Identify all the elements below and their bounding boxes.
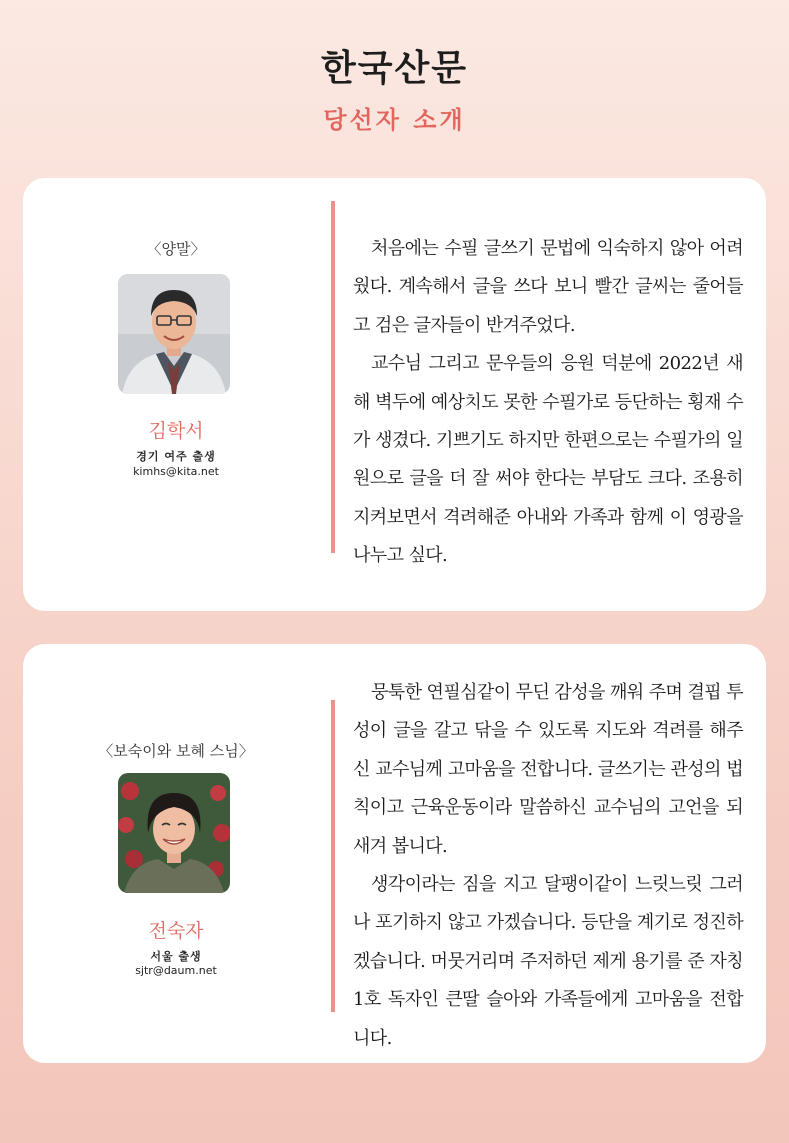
author-name: 김학서 [148,420,204,442]
winner-card-1 [23,178,766,611]
vertical-divider [331,201,335,553]
page-title: 당선자 소개 [323,106,466,134]
author-name: 전숙자 [148,920,204,942]
author-email: sjtr@daum.net [135,964,217,977]
speech-paragraph: 처음에는 수필 글쓰기 문법에 익숙하지 않아 어려웠다. 계속해서 글을 쓰다 보니 빨간 글씨는 줄어들고 검은 글자들이 반겨주었다. [353,238,743,336]
magazine-logo: 한국산문 [320,48,469,89]
author-profile [23,178,329,611]
author-profile [23,644,329,1063]
author-email: kimhs@kita.net [133,465,219,478]
work-title: 〈보숙이와 보혜 스님〉 [98,742,254,760]
speech-paragraph: 교수님 그리고 문우들의 응원 덕분에 2022년 새해 벽두에 예상치도 못한 수필가로 등단하는 횡재 수가 생겼다. 기쁘기도 하지만 한편으로는 수필가의 일원으로 글을 더 잘 써야 한다는 부담도 크다. 조용히 지켜보면서 격려해준 아내와 가족과 함께 이 영광을 나누고 싶다. [353,353,743,567]
author-birthplace: 서울 출생 [150,950,202,963]
winner-card-2 [23,644,766,1063]
acceptance-speech [353,230,743,576]
vertical-divider [331,700,335,1012]
author-photo [118,773,230,893]
page-header [0,46,789,135]
speech-paragraph: 생각이라는 짐을 지고 달팽이같이 느릿느릿 그러나 포기하지 않고 가겠습니다. 등단을 계기로 정진하겠습니다. 머뭇거리며 주저하던 제게 용기를 준 자칭 1호 독자인 큰딸 슬아와 가족들에게 고마움을 전합니다. [353,874,743,1049]
speech-paragraph: 뭉툭한 연필심같이 무딘 감성을 깨워 주며 결핍 투성이 글을 갈고 닦을 수 있도록 지도와 격려를 해주신 교수님께 고마움을 전합니다. 글쓰기는 관성의 법칙이고 근육운동이라 말씀하신 교수님의 고언을 되새겨 봅니다. [353,682,743,857]
work-title: 〈양말〉 [146,240,206,258]
author-photo [118,274,230,394]
acceptance-speech [353,674,743,1058]
author-birthplace: 경기 여주 출생 [136,450,216,463]
